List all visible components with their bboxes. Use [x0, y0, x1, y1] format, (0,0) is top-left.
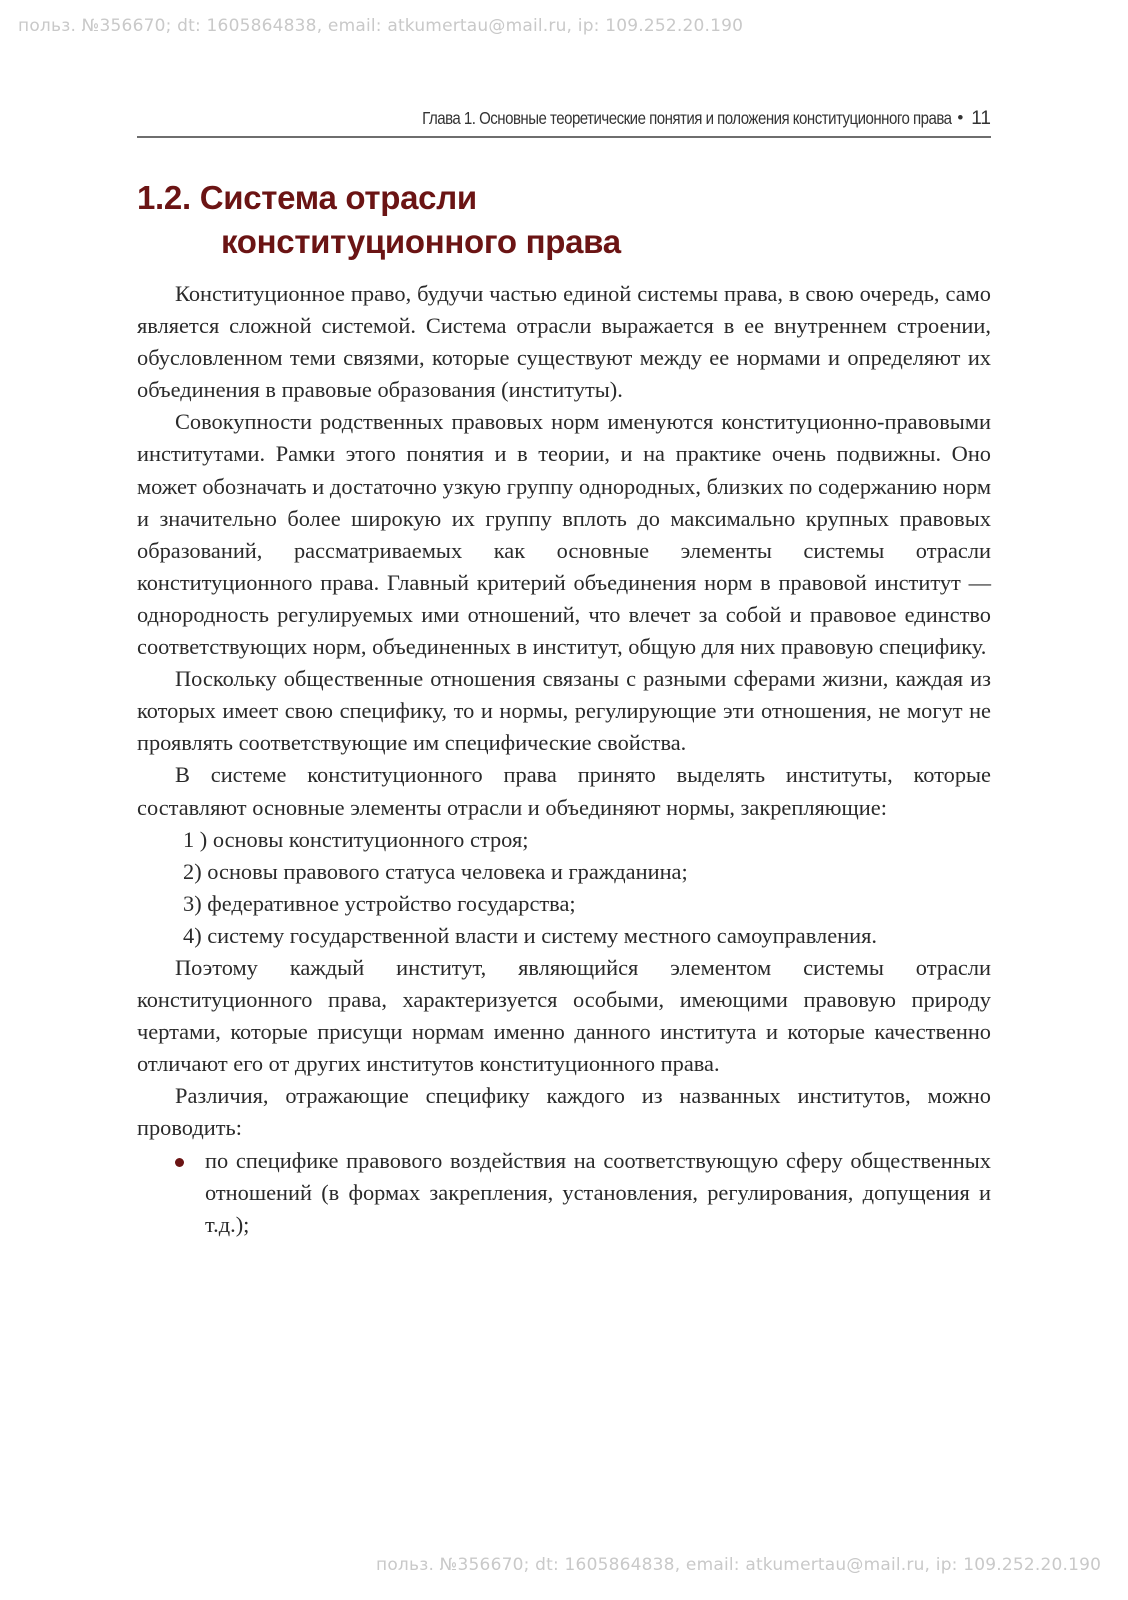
bullet-list-item-1	[137, 1145, 991, 1241]
paragraph-6: Различия, отражающие специфику каждого из названных институтов, можно проводить:	[137, 1083, 991, 1141]
numbered-list-item-2: 2) основы правового статуса человека и гражданина;	[183, 858, 688, 884]
numbered-list-item-4: 4) систему государственной власти и систему местного самоуправления.	[183, 922, 877, 948]
section-title	[137, 176, 897, 264]
running-head-chapter: Глава 1. Основные теоретические понятия и положения конституционного права	[421, 108, 952, 128]
running-head	[137, 108, 991, 138]
numbered-list-item-3: 3) федеративное устройство государства;	[183, 890, 576, 916]
paragraph-5: Поэтому каждый институт, являющийся элементом системы отрасли конституционного права, характеризуется особыми, имеющими правовую природу чертами, которые присущи нормам именно данного института и которые качественно отличают его от других институтов конституционного права.	[137, 954, 991, 1077]
watermark-top: польз. №356670; dt: 1605864838, email: atkumertau@mail.ru, ip: 109.252.20.190	[18, 16, 744, 36]
numbered-list-item-1: 1 ) основы конституционного строя;	[183, 826, 529, 852]
paragraph-1: Конституционное право, будучи частью единой системы права, в свою очередь, само является сложной системой. Система отрасли выражается в ее внутреннем строении, обусловленном теми связями, которые существуют между ее нормами и определяют их объединения в правовые образования (институты).	[137, 281, 991, 403]
body-text	[137, 278, 991, 1241]
section-title-line2: конституционного права	[221, 223, 621, 260]
watermark-bottom: польз. №356670; dt: 1605864838, email: atkumertau@mail.ru, ip: 109.252.20.190	[376, 1555, 1102, 1575]
bullet-list-item-text: по специфике правового воздействия на соответствующую сферу общественных отношений (в формах закрепления, установления, регулирования, допущения и т.д.);	[205, 1147, 991, 1237]
paragraph-4: В системе конституционного права принято выделять институты, которые составляют основные элементы отрасли и объединяют нормы, закрепляющие:	[137, 762, 991, 820]
section-number: 1.2.	[137, 179, 191, 216]
page-number: 11	[971, 108, 991, 129]
paragraph-3: Поскольку общественные отношения связаны с разными сферами жизни, каждая из которых имеет свою специфику, то и нормы, регулирующие эти отношения, не могут не проявлять соответствующие им специфические свойства.	[137, 666, 991, 756]
section-title-line1: Система отрасли	[199, 179, 477, 216]
running-head-bullet: •	[957, 108, 964, 127]
paragraph-2: Совокупности родственных правовых норм именуются конституционно-правовыми институтами. Рамки этого понятия и в теории, и на практике очень подвижны. Оно может обозначать и достаточно узкую группу однородных, близких по содержанию норм и значительно более широкую их группу вплоть до максимально крупных правовых образований, рассматриваемых как основные элементы системы отрасли конституционного права. Главный критерий объединения норм в правовой институт — однородность регулируемых ими отношений, что влечет за собой и правовое единство соответствующих норм, объединенных в институт, общую для них правовую специфику.	[137, 409, 991, 660]
bullet-dot-icon	[175, 1158, 184, 1167]
